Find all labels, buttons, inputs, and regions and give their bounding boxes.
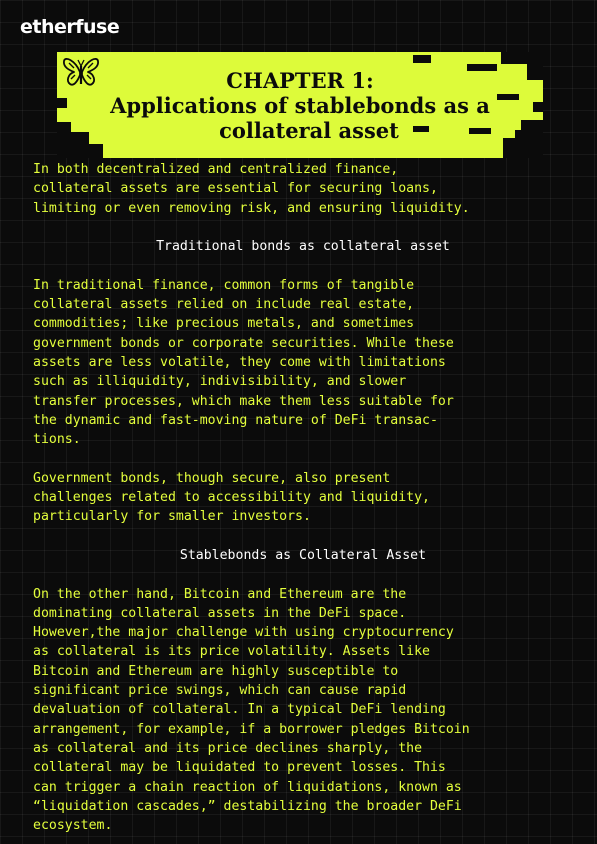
text-line: the dynamic and fast-moving nature of DeFi transac- <box>33 412 438 428</box>
text-line: On the other hand, Bitcoin and Ethereum are the <box>33 586 407 602</box>
text-line: Bitcoin and Ethereum are highly susceptible to <box>33 663 399 679</box>
text-line: as collateral and its price declines sharply, the <box>33 740 423 756</box>
text-line: collateral assets are essential for securing loans, <box>33 181 438 197</box>
chapter-title-line-1: CHAPTER 1: <box>226 68 374 93</box>
text-line: limiting or even removing risk, and ensuring liquidity. <box>33 200 470 216</box>
pixel-block <box>89 144 103 158</box>
text-line: such as illiquidity, indivisibility, and slower <box>33 374 407 390</box>
pixel-block <box>501 52 543 64</box>
article-body <box>33 160 573 835</box>
text-line: dominating collateral assets in the DeFi space. <box>33 605 407 621</box>
text-line: In traditional finance, common forms of tangible <box>33 277 415 293</box>
text-line: government bonds or corporate securities. While these <box>33 335 454 351</box>
text-line: Government bonds, though secure, also present <box>33 470 391 486</box>
text-line: collateral may be liquidated to prevent losses. This <box>33 760 446 776</box>
text-line: tions. <box>33 432 81 448</box>
text-line: commodities; like precious metals, and sometimes <box>33 316 415 332</box>
text-line: In both decentralized and centralized finance, <box>33 162 399 177</box>
text-line: transfer processes, which make them less suitable for <box>33 393 454 409</box>
traditional-finance-paragraph <box>33 276 573 450</box>
text-line: However,the major challenge with using cryptocurrency <box>33 625 454 641</box>
text-line: significant price swings, which can cause rapid <box>33 683 407 699</box>
chapter-banner <box>57 52 543 158</box>
etherfuse-logo: etherfuse <box>20 16 120 38</box>
pixel-block <box>413 55 431 63</box>
government-bonds-paragraph <box>33 469 573 527</box>
text-line: assets are less volatile, they come with limitations <box>33 354 446 370</box>
chapter-title-line-3: collateral asset <box>219 118 399 143</box>
text-line: as collateral is its price volatility. Assets like <box>33 644 430 660</box>
section-heading-traditional-bonds: Traditional bonds as collateral asset <box>156 239 450 255</box>
text-line: collateral assets relied on include real estate, <box>33 297 415 313</box>
chapter-title <box>57 68 543 143</box>
chapter-title-line-2: Applications of stablebonds as a <box>110 93 490 118</box>
crypto-collateral-paragraph <box>33 585 573 836</box>
text-line: ecosystem. <box>33 818 113 834</box>
text-line: devaluation of collateral. In a typical DeFi lending <box>33 702 446 718</box>
section-heading-stablebonds: Stablebonds as Collateral Asset <box>179 547 427 563</box>
intro-paragraph <box>33 160 573 218</box>
text-line: particularly for smaller investors. <box>33 509 311 525</box>
text-line: “liquidation cascades,” destabilizing the broader DeFi <box>33 798 462 814</box>
text-line: can trigger a chain reaction of liquidations, known as <box>33 779 462 795</box>
text-line: arrangement, for example, if a borrower pledges Bitcoin <box>33 721 470 737</box>
text-line: challenges related to accessibility and liquidity, <box>33 490 430 506</box>
